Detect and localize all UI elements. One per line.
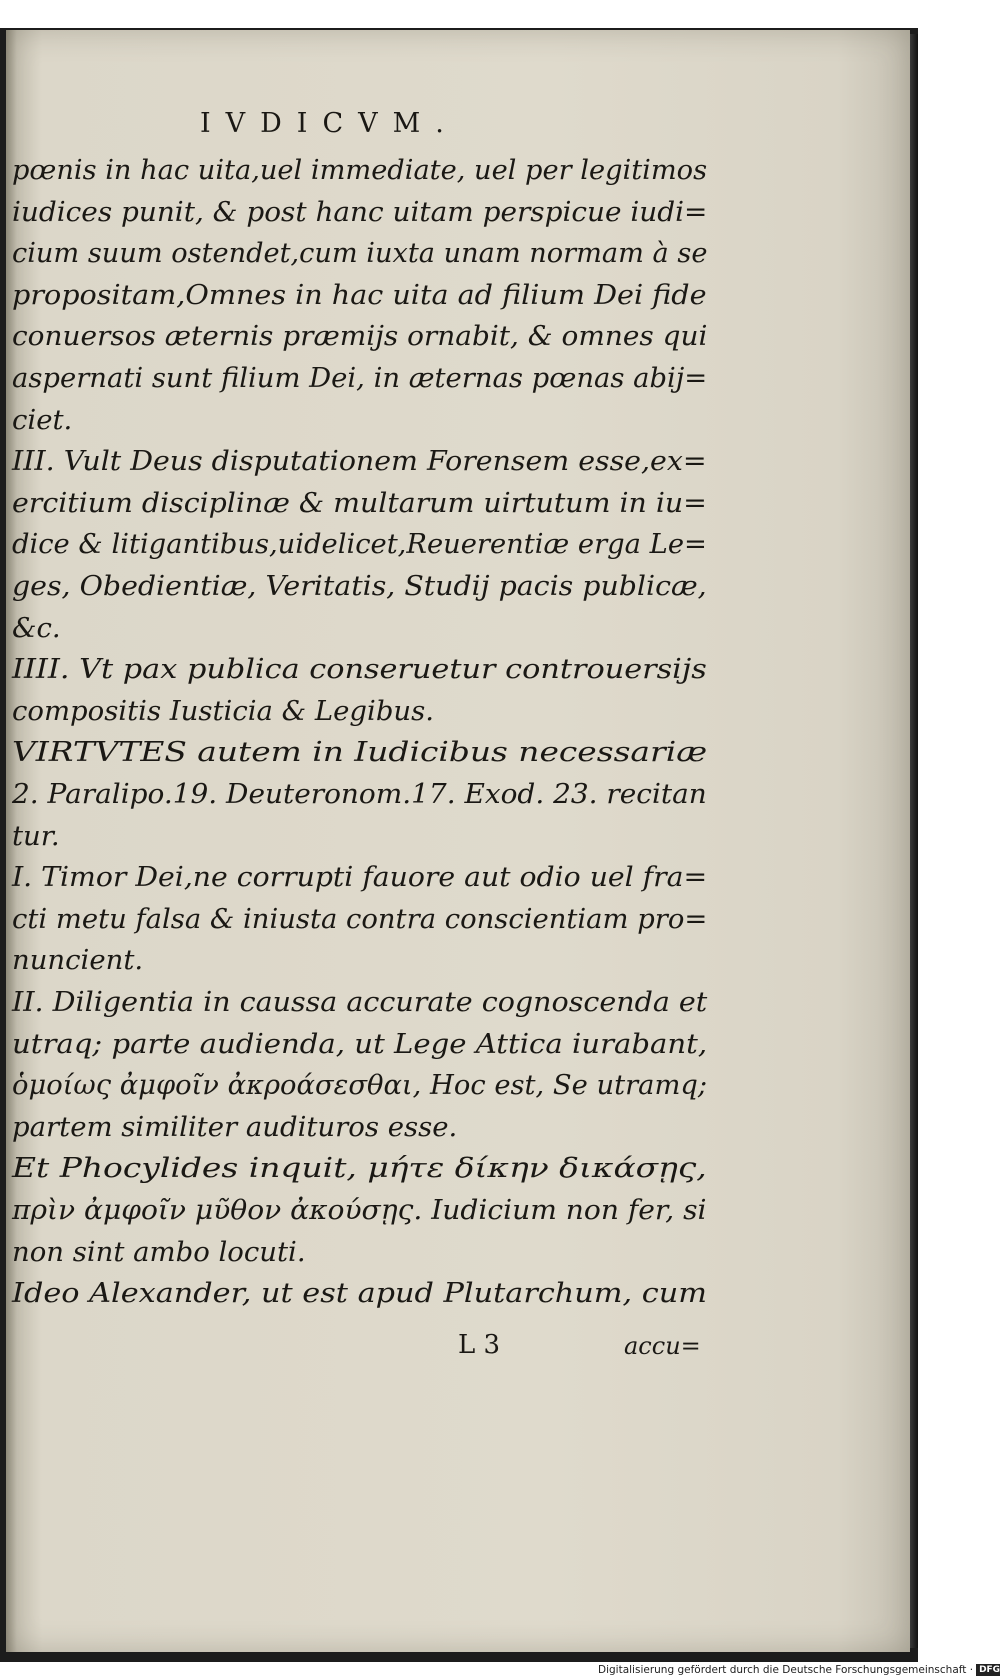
text-line: πρὶν ἀμφοῖν μῦθον ἀκούσῃς. Iudicium non fer, si <box>12 1194 707 1226</box>
text-line: ὁμοίως ἀμφοῖν ἀκροάσεσθαι, Hoc est, Se utramq; <box>12 1069 708 1102</box>
text-line: propositam,Omnes in hac uita ad filium Dei fide <box>12 278 707 311</box>
text-line: cium suum ostendet,cum iuxta unam normam à se <box>12 237 708 270</box>
text-line: tur. <box>12 819 60 852</box>
text-line: ges, Obedientiæ, Veritatis, Studij pacis publicæ, <box>12 570 707 602</box>
digitization-credit <box>598 1662 998 1678</box>
text-line: &c. <box>12 611 61 644</box>
text-line: partem similiter audituros esse. <box>12 1110 458 1143</box>
text-line: ercitium disciplinæ & multarum uirtutum in iu= <box>12 486 707 519</box>
page-edge <box>910 34 918 1648</box>
credit-text: Digitalisierung gefördert durch die Deutsche Forschungsgemeinschaft · <box>598 1664 974 1676</box>
text-line: utraq; parte audienda, ut Lege Attica iurabant, <box>12 1027 708 1060</box>
text-line: Et Phocylides inquit, μήτε δίκην δικάσῃς, <box>12 1152 707 1185</box>
text-line: II. Diligentia in caussa accurate cognoscenda et <box>12 986 708 1018</box>
text-line: compositis Iusticia & Legibus. <box>12 694 434 727</box>
text-line: iudices punit, & post hanc uitam perspicue iudi= <box>12 195 708 228</box>
text-line: 2. Paralipo.19. Deuteronom.17. Exod. 23. recitan <box>12 778 707 810</box>
text-line: dice & litigantibus,uidelicet,Reuerentiæ erga Le= <box>12 528 707 561</box>
text-line: III. Vult Deus disputationem Forensem esse,ex= <box>12 445 707 478</box>
text-line: conuersos æternis præmijs ornabit, & omnes qui <box>12 320 708 353</box>
text-line: Ideo Alexander, ut est apud Plutarchum, cum <box>12 1277 707 1310</box>
running-head: IVDICVM. <box>200 108 459 139</box>
text-line: nuncient. <box>12 944 144 977</box>
dfg-logo: DFG <box>976 1664 1000 1676</box>
text-line: VIRTVTES autem in Iudicibus necessariæ <box>12 736 708 769</box>
text-line: aspernati sunt filium Dei, in æternas pœnas abij= <box>12 362 708 394</box>
text-line: cti metu falsa & iniusta contra conscientiam pro= <box>12 902 708 935</box>
text-line: ciet. <box>12 403 73 436</box>
text-line: I. Timor Dei,ne corrupti fauore aut odio uel fra= <box>12 861 708 894</box>
catchword: accu= <box>624 1332 701 1360</box>
book-page <box>6 30 910 1652</box>
text-line: IIII. Vt pax publica conseruetur controuersijs <box>12 653 707 686</box>
text-line: pœnis in hac uita,uel immediate, uel per legitimos <box>12 154 708 186</box>
text-line: non sint ambo locuti. <box>12 1235 306 1268</box>
signature-mark: L 3 <box>458 1330 501 1360</box>
